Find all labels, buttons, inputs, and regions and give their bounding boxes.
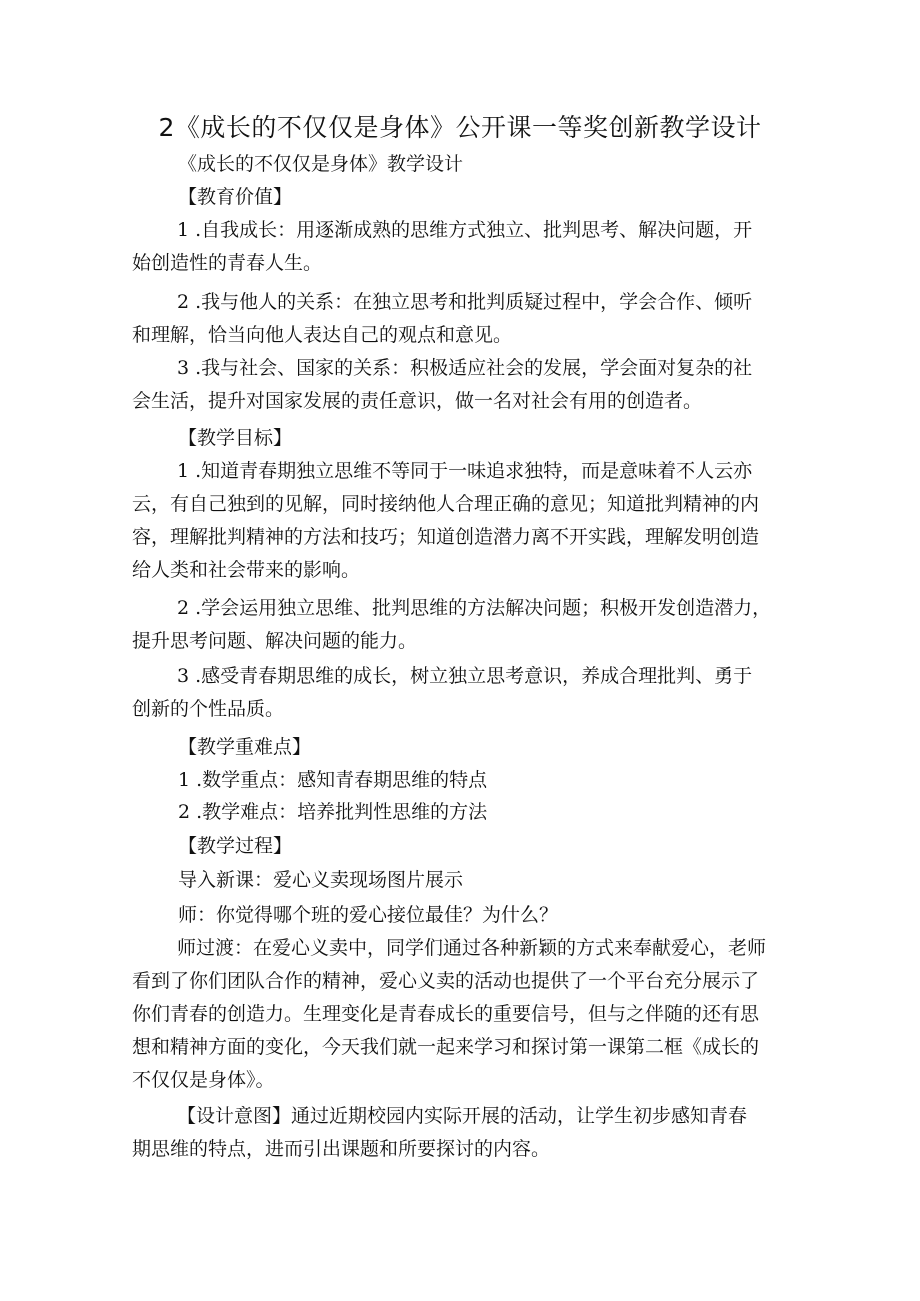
text-line: 始创造性的青春人生。 xyxy=(132,252,323,274)
text-line: 师过渡：在爱心义卖中，同学们通过各种新颖的方式来奉献爱心，老师 xyxy=(177,937,767,959)
text-line: 2 .我与他人的关系：在独立思考和批判质疑过程中，学会合作、倾听 xyxy=(177,291,753,313)
text-line: 提升思考问题、解决问题的能力。 xyxy=(132,630,418,652)
text-line: 创新的个性品质。 xyxy=(132,698,285,720)
document-subtitle: 《成长的不仅仅是身体》教学设计 xyxy=(178,153,464,175)
edu-value-heading: 【教育价值】 xyxy=(178,186,293,208)
document-title: 2《成长的不仅仅是身体》公开课一等奖创新教学设计 xyxy=(158,113,762,142)
intro-line: 导入新课：爱心义卖现场图片展示 xyxy=(178,869,464,891)
edu-value-item-2 xyxy=(132,286,792,352)
text-line: 你们青春的创造力。生理变化是青春成长的重要信号，但与之伴随的还有思 xyxy=(132,1003,760,1025)
text-line: 给人类和社会带来的影响。 xyxy=(132,559,361,581)
edu-value-item-1 xyxy=(132,214,792,280)
text-line: 2 .学会运用独立思维、批判思维的方法解决问题；积极开发创造潜力， xyxy=(177,597,772,619)
design-intent xyxy=(132,1100,792,1166)
text-line: 想和精神方面的变化，今天我们就一起来学习和探讨第一课第二框《成长的 xyxy=(132,1036,760,1058)
text-line: 和理解，恰当向他人表达自己的观点和意见。 xyxy=(132,324,513,346)
text-line: 容，理解批判精神的方法和技巧；知道创造潜力离不开实践，理解发明创造 xyxy=(132,526,760,548)
text-line: 【设计意图】通过近期校园内实际开展的活动，让学生初步感知青春 xyxy=(177,1105,748,1127)
goal-item-2 xyxy=(132,592,792,658)
text-line: 1 .知道青春期独立思维不等同于一味追求独特，而是意味着不人云亦 xyxy=(177,460,753,482)
text-line: 云，有自己独到的见解，同时接纳他人合理正确的意见；知道批判精神的内 xyxy=(132,493,760,515)
text-line: 1 .自我成长：用逐渐成熟的思维方式独立、批判思考、解决问题，开 xyxy=(177,219,753,241)
edu-value-item-3 xyxy=(132,352,792,418)
key-points-heading: 【教学重难点】 xyxy=(178,736,312,758)
text-line: 不仅仅是身体》。 xyxy=(132,1069,275,1091)
text-line: 期思维的特点，进而引出课题和所要探讨的内容。 xyxy=(132,1138,551,1160)
process-heading: 【教学过程】 xyxy=(178,835,293,857)
text-line: 会生活，提升对国家发展的责任意识，做一名对社会有用的创造者。 xyxy=(132,390,703,412)
text-line: 3 .感受青春期思维的成长，树立独立思考意识，养成合理批判、勇于 xyxy=(177,665,753,687)
teacher-question: 师：你觉得哪个班的爱心接位最佳？为什么？ xyxy=(178,904,559,926)
key-point-2: 2 .教学难点：培养批判性思维的方法 xyxy=(178,801,488,823)
text-line: 3 .我与社会、国家的关系：积极适应社会的发展，学会面对复杂的社 xyxy=(177,357,753,379)
teacher-transition xyxy=(132,932,792,1097)
goal-item-3 xyxy=(132,660,792,726)
key-point-1: 1 .数学重点：感知青春期思维的特点 xyxy=(178,769,488,791)
goal-item-1 xyxy=(132,455,792,587)
text-line: 看到了你们团队合作的精神，爱心义卖的活动也提供了一个平台充分展示了 xyxy=(132,970,760,992)
goals-heading: 【教学目标】 xyxy=(178,427,293,449)
